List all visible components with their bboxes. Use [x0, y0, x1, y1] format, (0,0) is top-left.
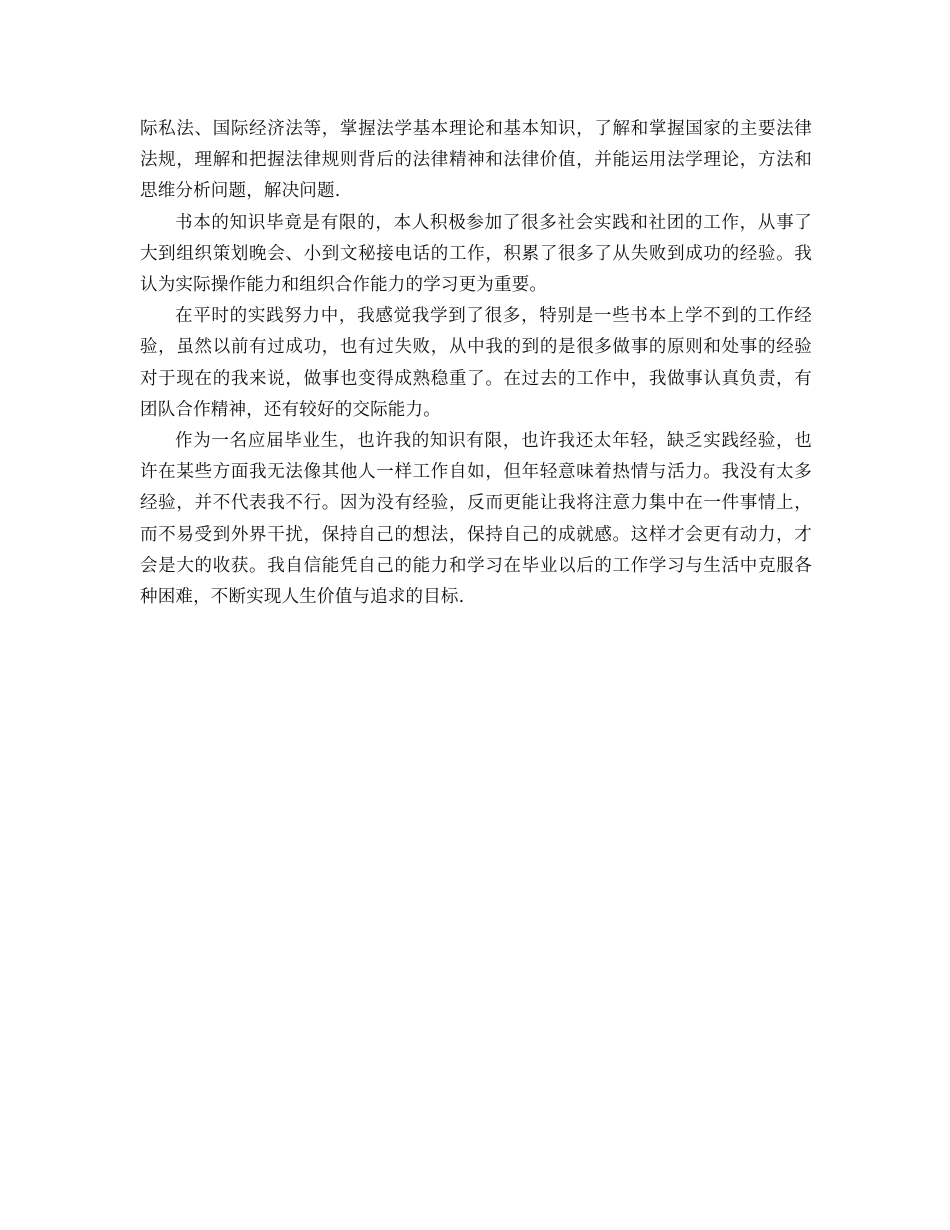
- paragraph-continued: 际私法、国际经济法等，掌握法学基本理论和基本知识，了解和掌握国家的主要法律法规，理解和把握法律规则背后的法律精神和法律价值，并能运用法学理论，方法和思维分析问题，解决问题.: [140, 119, 812, 202]
- paragraph-graduate: 作为一名应届毕业生，也许我的知识有限，也许我还太年轻，缺乏实践经验，也许在某些方面我无法像其他人一样工作自如，但年轻意味着热情与活力。我没有太多经验，并不代表我不行。因为没有经验，反而更能让我将注意力集中在一件事情上，而不易受到外界干扰，保持自己的想法，保持自己的成就感。这样才会更有动力，才会是大的收获。我自信能凭自己的能力和学习在毕业以后的工作学习与生活中克服各种困难，不断实现人生价值与追求的目标.: [140, 431, 812, 608]
- paragraph-practice: 书本的知识毕竟是有限的，本人积极参加了很多社会实践和社团的工作，从事了大到组织策划晚会、小到文秘接电话的工作，积累了很多了从失败到成功的经验。我认为实际操作能力和组织合作能力的学习更为重要。: [140, 212, 812, 296]
- paragraph-experience: 在平时的实践努力中，我感觉我学到了很多，特别是一些书本上学不到的工作经验，虽然以前有过成功，也有过失败，从中我的到的是很多做事的原则和处事的经验对于现在的我来说，做事也变得成熟稳重了。在过去的工作中，我做事认真负责，有团队合作精神，还有较好的交际能力。: [140, 306, 812, 420]
- document-page: [140, 114, 812, 613]
